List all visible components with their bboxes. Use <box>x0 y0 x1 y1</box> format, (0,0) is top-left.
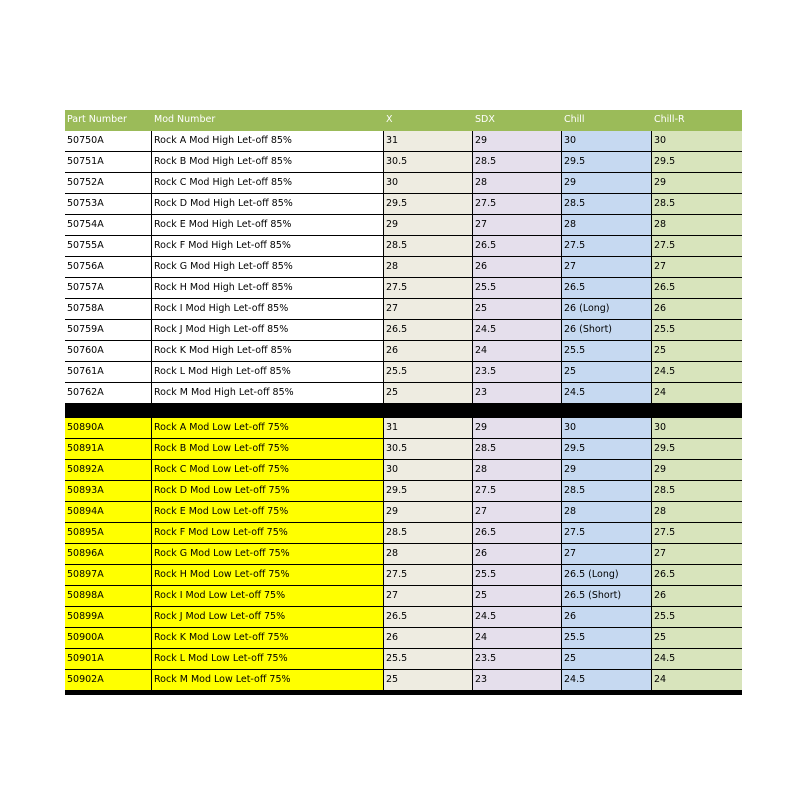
x-cell[interactable]: 28 <box>384 544 473 564</box>
table-row <box>65 278 742 299</box>
sdx-cell[interactable]: 27.5 <box>473 481 562 501</box>
mod-number-cell[interactable]: Rock F Mod High Let-off 85% <box>152 236 384 256</box>
mod-number-cell[interactable]: Rock A Mod High Let-off 85% <box>152 131 384 151</box>
header-x[interactable]: X <box>386 114 393 125</box>
table-row <box>65 131 742 152</box>
header-sdx[interactable]: SDX <box>475 114 495 125</box>
part-number-cell[interactable]: 50755A <box>65 236 152 256</box>
chill-cell[interactable]: 28.5 <box>562 481 652 501</box>
sdx-cell[interactable]: 28 <box>473 173 562 193</box>
chill-r-cell[interactable]: 25 <box>652 341 742 361</box>
part-number-cell[interactable]: 50898A <box>65 586 152 606</box>
chill-r-cell[interactable]: 26 <box>652 299 742 319</box>
mod-number-cell[interactable]: Rock C Mod Low Let-off 75% <box>152 460 384 480</box>
sdx-cell[interactable]: 24.5 <box>473 607 562 627</box>
table-row <box>65 607 742 628</box>
chill-r-cell[interactable]: 30 <box>652 418 742 438</box>
x-cell[interactable]: 26.5 <box>384 607 473 627</box>
chill-cell[interactable]: 29 <box>562 460 652 480</box>
part-number-cell[interactable]: 50759A <box>65 320 152 340</box>
part-number-cell[interactable]: 50751A <box>65 152 152 172</box>
chill-cell[interactable]: 25.5 <box>562 341 652 361</box>
table-row <box>65 173 742 194</box>
mod-number-cell[interactable]: Rock E Mod Low Let-off 75% <box>152 502 384 522</box>
table-row <box>65 649 742 670</box>
header-part-number[interactable]: Part Number <box>67 114 127 125</box>
part-number-cell[interactable]: 50753A <box>65 194 152 214</box>
table-row <box>65 194 742 215</box>
x-cell[interactable]: 29.5 <box>384 481 473 501</box>
part-number-cell[interactable]: 50892A <box>65 460 152 480</box>
chill-cell[interactable]: 27.5 <box>562 236 652 256</box>
chill-r-cell[interactable]: 27 <box>652 257 742 277</box>
chill-cell[interactable]: 29.5 <box>562 439 652 459</box>
mod-number-cell[interactable]: Rock A Mod Low Let-off 75% <box>152 418 384 438</box>
part-number-cell[interactable]: 50901A <box>65 649 152 669</box>
low-letoff-group <box>65 418 742 691</box>
chill-cell[interactable]: 26 (Long) <box>562 299 652 319</box>
chill-r-cell[interactable]: 24 <box>652 383 742 403</box>
sdx-cell[interactable]: 24.5 <box>473 320 562 340</box>
mod-number-cell[interactable]: Rock L Mod High Let-off 85% <box>152 362 384 382</box>
chill-cell[interactable]: 27 <box>562 544 652 564</box>
sdx-cell[interactable]: 23 <box>473 383 562 403</box>
chill-cell[interactable]: 26.5 <box>562 278 652 298</box>
chill-r-cell[interactable]: 25 <box>652 628 742 648</box>
x-cell[interactable]: 30.5 <box>384 439 473 459</box>
table-row <box>65 341 742 362</box>
table-row <box>65 628 742 649</box>
sdx-cell[interactable]: 23 <box>473 670 562 690</box>
table-row <box>65 299 742 320</box>
part-number-cell[interactable]: 50893A <box>65 481 152 501</box>
chill-r-cell[interactable]: 30 <box>652 131 742 151</box>
header-chill[interactable]: Chill <box>564 114 585 125</box>
chill-r-cell[interactable]: 26 <box>652 586 742 606</box>
header-row <box>65 110 742 131</box>
chill-cell[interactable]: 26.5 (Short) <box>562 586 652 606</box>
sdx-cell[interactable]: 23.5 <box>473 362 562 382</box>
x-cell[interactable]: 31 <box>384 131 473 151</box>
part-number-cell[interactable]: 50760A <box>65 341 152 361</box>
x-cell[interactable]: 26 <box>384 628 473 648</box>
chill-cell[interactable]: 27.5 <box>562 523 652 543</box>
x-cell[interactable]: 25.5 <box>384 362 473 382</box>
chill-cell[interactable]: 26.5 (Long) <box>562 565 652 585</box>
chill-cell[interactable]: 24.5 <box>562 670 652 690</box>
x-cell[interactable]: 28.5 <box>384 523 473 543</box>
chill-r-cell[interactable]: 28.5 <box>652 194 742 214</box>
chill-r-cell[interactable]: 29 <box>652 173 742 193</box>
x-cell[interactable]: 27 <box>384 586 473 606</box>
part-number-cell[interactable]: 50754A <box>65 215 152 235</box>
chill-cell[interactable]: 30 <box>562 131 652 151</box>
header-chill-r[interactable]: Chill-R <box>654 114 685 125</box>
sdx-cell[interactable]: 26 <box>473 544 562 564</box>
chill-r-cell[interactable]: 27 <box>652 544 742 564</box>
part-number-cell[interactable]: 50761A <box>65 362 152 382</box>
sdx-cell[interactable]: 25.5 <box>473 565 562 585</box>
chill-cell[interactable]: 29.5 <box>562 152 652 172</box>
table-row <box>65 152 742 173</box>
high-letoff-group <box>65 131 742 404</box>
mod-number-cell[interactable]: Rock H Mod High Let-off 85% <box>152 278 384 298</box>
sdx-cell[interactable]: 25 <box>473 299 562 319</box>
sdx-cell[interactable]: 26.5 <box>473 523 562 543</box>
part-number-cell[interactable]: 50758A <box>65 299 152 319</box>
x-cell[interactable]: 25 <box>384 670 473 690</box>
table-row <box>65 502 742 523</box>
chill-r-cell[interactable]: 24.5 <box>652 362 742 382</box>
chill-r-cell[interactable]: 29 <box>652 460 742 480</box>
chill-r-cell[interactable]: 25.5 <box>652 607 742 627</box>
table-row <box>65 257 742 278</box>
mod-number-cell[interactable]: Rock M Mod Low Let-off 75% <box>152 670 384 690</box>
x-cell[interactable]: 29 <box>384 215 473 235</box>
mod-number-cell[interactable]: Rock J Mod High Let-off 85% <box>152 320 384 340</box>
mod-number-cell[interactable]: Rock L Mod Low Let-off 75% <box>152 649 384 669</box>
chill-r-cell[interactable]: 27.5 <box>652 523 742 543</box>
chill-cell[interactable]: 28 <box>562 502 652 522</box>
chill-r-cell[interactable]: 28 <box>652 502 742 522</box>
mod-number-cell[interactable]: Rock B Mod High Let-off 85% <box>152 152 384 172</box>
table-bottom-border <box>65 691 742 695</box>
chill-r-cell[interactable]: 28.5 <box>652 481 742 501</box>
table-row <box>65 586 742 607</box>
chill-cell[interactable]: 28.5 <box>562 194 652 214</box>
x-cell[interactable]: 30.5 <box>384 152 473 172</box>
mod-number-cell[interactable]: Rock K Mod Low Let-off 75% <box>152 628 384 648</box>
x-cell[interactable]: 27.5 <box>384 565 473 585</box>
mod-number-cell[interactable]: Rock M Mod High Let-off 85% <box>152 383 384 403</box>
part-number-cell[interactable]: 50891A <box>65 439 152 459</box>
sdx-cell[interactable]: 25.5 <box>473 278 562 298</box>
x-cell[interactable]: 28 <box>384 257 473 277</box>
table-row <box>65 481 742 502</box>
part-number-cell[interactable]: 50890A <box>65 418 152 438</box>
part-number-cell[interactable]: 50752A <box>65 173 152 193</box>
part-number-cell[interactable]: 50902A <box>65 670 152 690</box>
mod-number-cell[interactable]: Rock G Mod High Let-off 85% <box>152 257 384 277</box>
table-row <box>65 460 742 481</box>
x-cell[interactable]: 28.5 <box>384 236 473 256</box>
chill-r-cell[interactable]: 24.5 <box>652 649 742 669</box>
spreadsheet-table <box>65 110 742 695</box>
chill-r-cell[interactable]: 29.5 <box>652 439 742 459</box>
chill-cell[interactable]: 30 <box>562 418 652 438</box>
sdx-cell[interactable]: 24 <box>473 628 562 648</box>
sdx-cell[interactable]: 28.5 <box>473 439 562 459</box>
chill-cell[interactable]: 26 (Short) <box>562 320 652 340</box>
header-mod-number[interactable]: Mod Number <box>154 114 216 125</box>
chill-r-cell[interactable]: 26.5 <box>652 565 742 585</box>
part-number-cell[interactable]: 50899A <box>65 607 152 627</box>
part-number-cell[interactable]: 50756A <box>65 257 152 277</box>
part-number-cell[interactable]: 50757A <box>65 278 152 298</box>
chill-r-cell[interactable]: 29.5 <box>652 152 742 172</box>
sdx-cell[interactable]: 26.5 <box>473 236 562 256</box>
part-number-cell[interactable]: 50897A <box>65 565 152 585</box>
sdx-cell[interactable]: 28 <box>473 460 562 480</box>
sdx-cell[interactable]: 29 <box>473 131 562 151</box>
table-row <box>65 320 742 341</box>
sdx-cell[interactable]: 23.5 <box>473 649 562 669</box>
part-number-cell[interactable]: 50895A <box>65 523 152 543</box>
table-row <box>65 523 742 544</box>
mod-number-cell[interactable]: Rock C Mod High Let-off 85% <box>152 173 384 193</box>
sdx-cell[interactable]: 25 <box>473 586 562 606</box>
sdx-cell[interactable]: 27 <box>473 502 562 522</box>
table-row <box>65 565 742 586</box>
table-row <box>65 439 742 460</box>
part-number-cell[interactable]: 50896A <box>65 544 152 564</box>
mod-number-cell[interactable]: Rock D Mod Low Let-off 75% <box>152 481 384 501</box>
part-number-cell[interactable]: 50750A <box>65 131 152 151</box>
sdx-cell[interactable]: 27.5 <box>473 194 562 214</box>
sdx-cell[interactable]: 26 <box>473 257 562 277</box>
mod-number-cell[interactable]: Rock B Mod Low Let-off 75% <box>152 439 384 459</box>
table-row <box>65 383 742 404</box>
group-separator <box>65 404 742 418</box>
sdx-cell[interactable]: 29 <box>473 418 562 438</box>
mod-number-cell[interactable]: Rock I Mod Low Let-off 75% <box>152 586 384 606</box>
x-cell[interactable]: 25.5 <box>384 649 473 669</box>
x-cell[interactable]: 25 <box>384 383 473 403</box>
chill-cell[interactable]: 27 <box>562 257 652 277</box>
mod-number-cell[interactable]: Rock H Mod Low Let-off 75% <box>152 565 384 585</box>
chill-cell[interactable]: 25 <box>562 362 652 382</box>
x-cell[interactable]: 27.5 <box>384 278 473 298</box>
table-row <box>65 362 742 383</box>
mod-number-cell[interactable]: Rock D Mod High Let-off 85% <box>152 194 384 214</box>
chill-r-cell[interactable]: 26.5 <box>652 278 742 298</box>
mod-number-cell[interactable]: Rock K Mod High Let-off 85% <box>152 341 384 361</box>
table-row <box>65 418 742 439</box>
part-number-cell[interactable]: 50762A <box>65 383 152 403</box>
chill-cell[interactable]: 25 <box>562 649 652 669</box>
mod-number-cell[interactable]: Rock G Mod Low Let-off 75% <box>152 544 384 564</box>
x-cell[interactable]: 30 <box>384 460 473 480</box>
table-row <box>65 670 742 691</box>
chill-r-cell[interactable]: 24 <box>652 670 742 690</box>
chill-cell[interactable]: 26 <box>562 607 652 627</box>
x-cell[interactable]: 30 <box>384 173 473 193</box>
chill-r-cell[interactable]: 27.5 <box>652 236 742 256</box>
mod-number-cell[interactable]: Rock E Mod High Let-off 85% <box>152 215 384 235</box>
part-number-cell[interactable]: 50894A <box>65 502 152 522</box>
x-cell[interactable]: 29.5 <box>384 194 473 214</box>
table-row <box>65 544 742 565</box>
part-number-cell[interactable]: 50900A <box>65 628 152 648</box>
chill-r-cell[interactable]: 25.5 <box>652 320 742 340</box>
sdx-cell[interactable]: 27 <box>473 215 562 235</box>
table-row <box>65 215 742 236</box>
chill-cell[interactable]: 28 <box>562 215 652 235</box>
chill-cell[interactable]: 24.5 <box>562 383 652 403</box>
x-cell[interactable]: 26.5 <box>384 320 473 340</box>
sdx-cell[interactable]: 24 <box>473 341 562 361</box>
sdx-cell[interactable]: 28.5 <box>473 152 562 172</box>
chill-cell[interactable]: 29 <box>562 173 652 193</box>
table-row <box>65 236 742 257</box>
x-cell[interactable]: 29 <box>384 502 473 522</box>
x-cell[interactable]: 31 <box>384 418 473 438</box>
mod-number-cell[interactable]: Rock I Mod High Let-off 85% <box>152 299 384 319</box>
mod-number-cell[interactable]: Rock F Mod Low Let-off 75% <box>152 523 384 543</box>
chill-r-cell[interactable]: 28 <box>652 215 742 235</box>
x-cell[interactable]: 27 <box>384 299 473 319</box>
x-cell[interactable]: 26 <box>384 341 473 361</box>
chill-cell[interactable]: 25.5 <box>562 628 652 648</box>
mod-number-cell[interactable]: Rock J Mod Low Let-off 75% <box>152 607 384 627</box>
